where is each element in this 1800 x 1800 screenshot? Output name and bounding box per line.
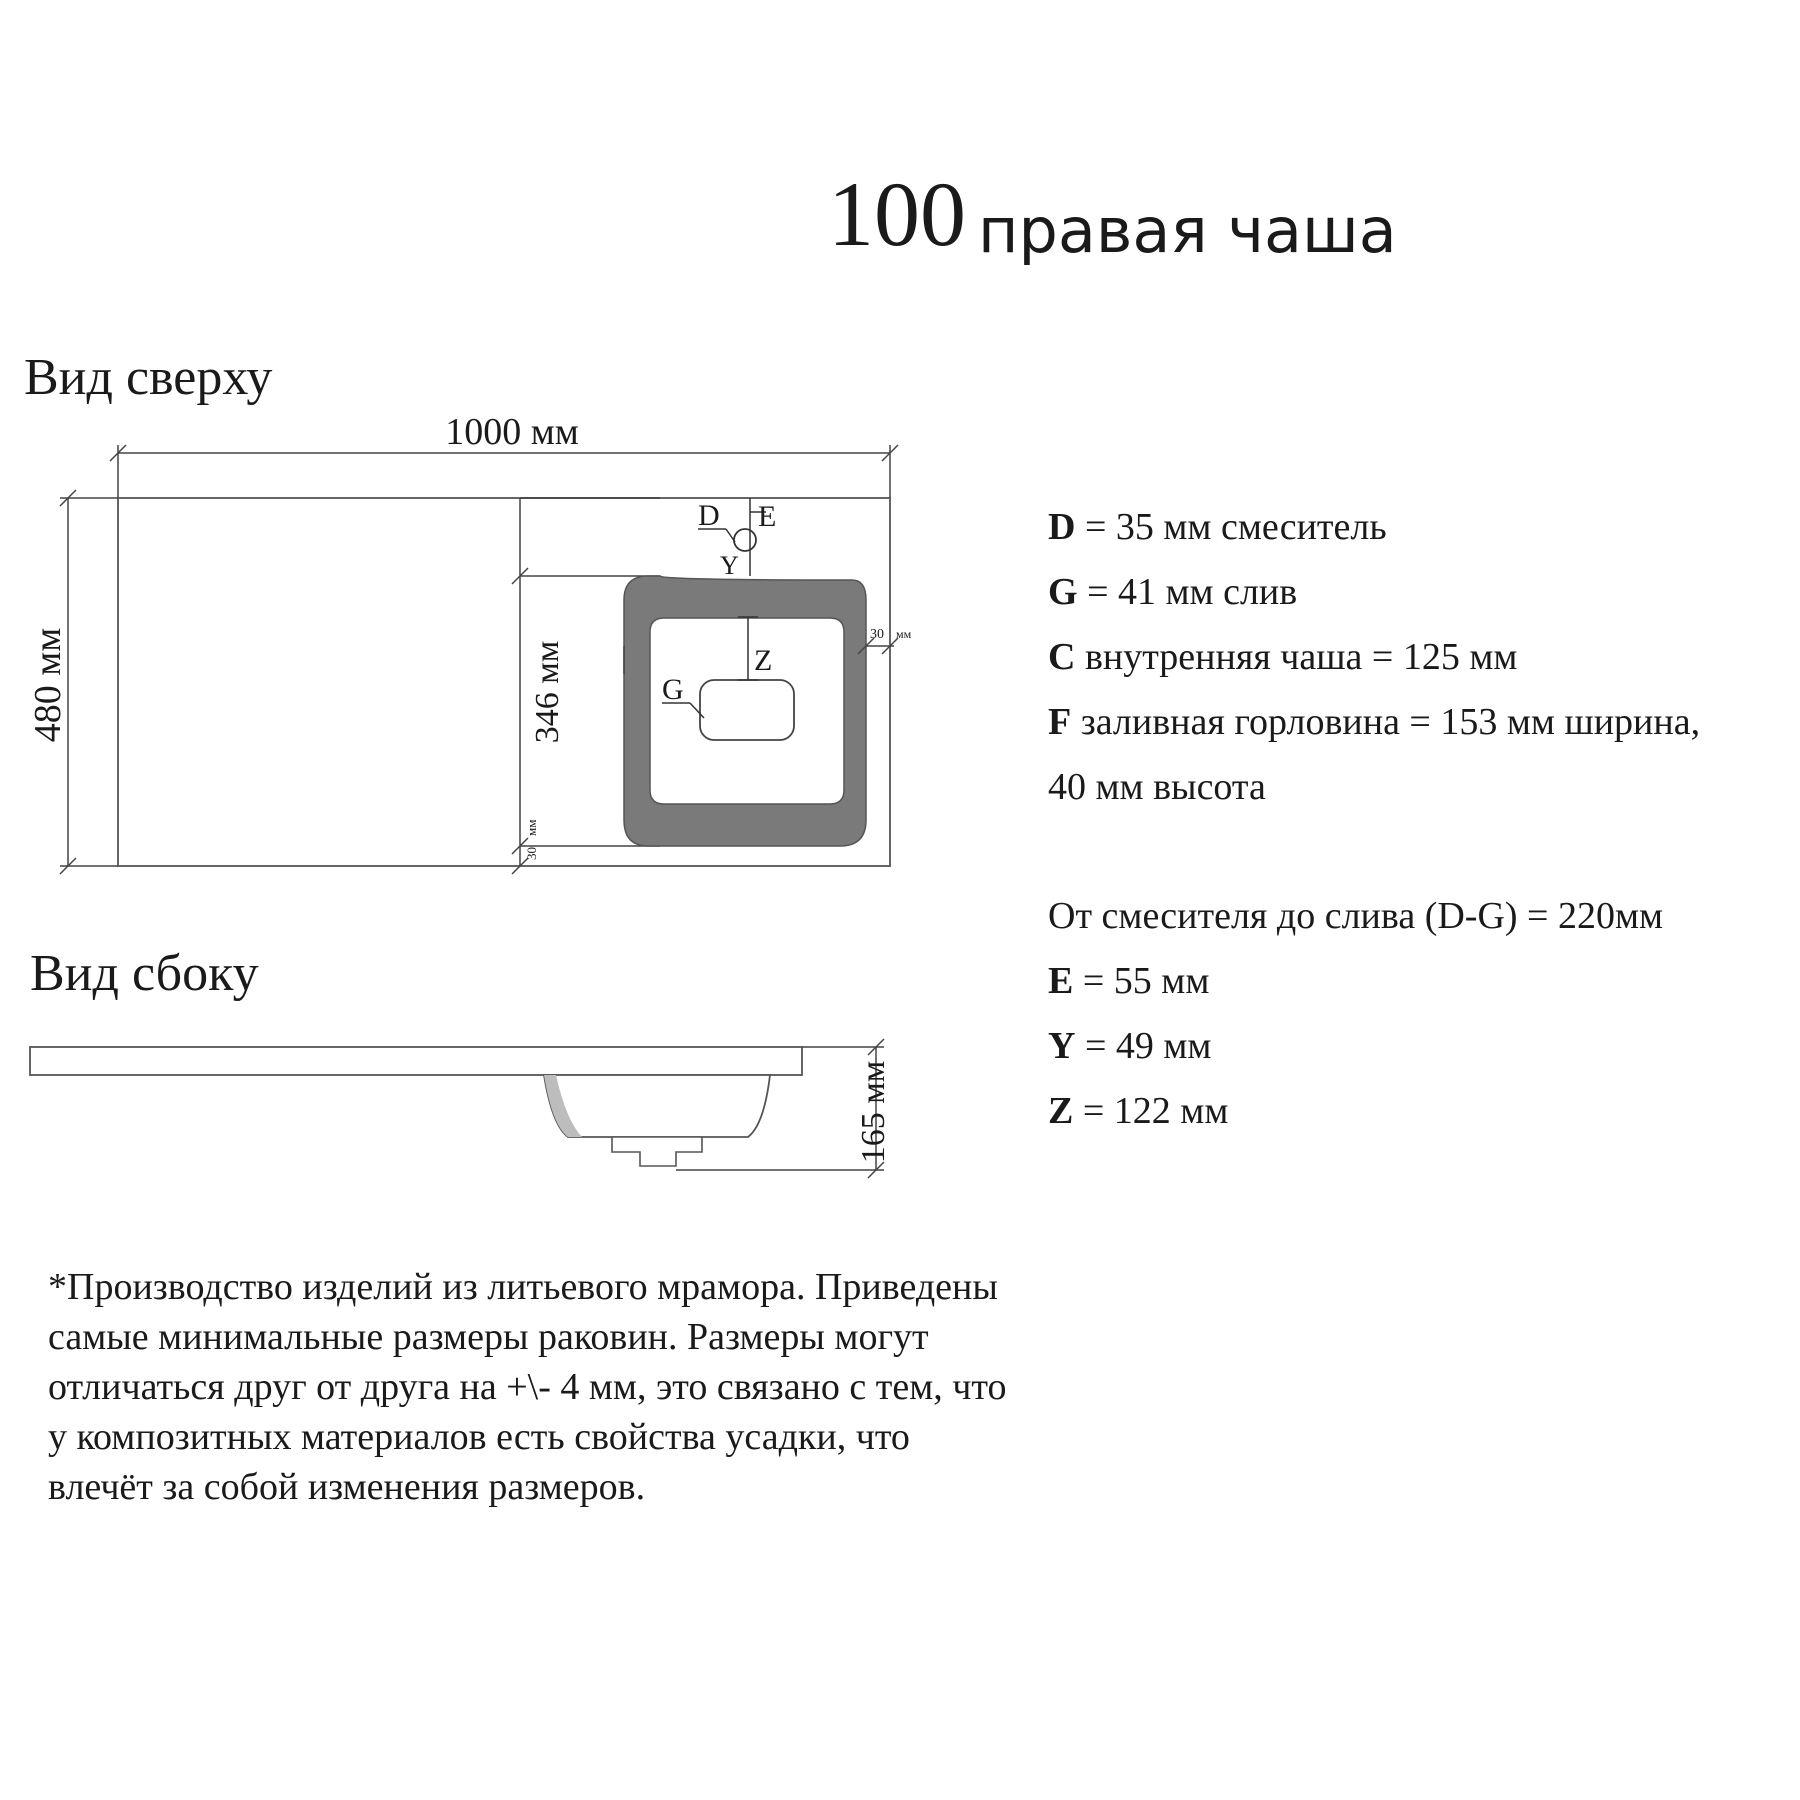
- margin-bottom-value: 30: [524, 847, 539, 860]
- spec-y-text: = 49 мм: [1084, 1025, 1212, 1067]
- countertop-side-outline: [30, 1047, 802, 1075]
- height-label: 165 мм: [855, 1060, 892, 1164]
- bowl-side-profile: [544, 1075, 770, 1137]
- spec-y-key: Y: [1048, 1025, 1076, 1067]
- footnote-line: отличаться друг от друга на +\- 4 мм, это связано с тем, что: [48, 1366, 1007, 1408]
- side-view-heading: Вид сбоку: [30, 945, 259, 1002]
- footnote-line: самые минимальные размеры раковин. Размеры могут: [48, 1316, 929, 1358]
- bowl-length-label: 346 мм: [529, 640, 566, 744]
- footnote-line: влечёт за собой изменения размеров.: [48, 1466, 646, 1508]
- spec-g: [1048, 573, 1297, 611]
- spec-g-text: = 41 мм слив: [1087, 571, 1298, 613]
- spec-f-key: F: [1048, 701, 1072, 743]
- width-label: 1000 мм: [445, 411, 579, 453]
- spec-f: [1048, 703, 1700, 741]
- spec-f-text: заливная горловина = 153 мм ширина,: [1080, 701, 1701, 743]
- drain-side-profile: [612, 1137, 702, 1166]
- spec-f-cont-text: 40 мм высота: [1048, 766, 1266, 808]
- spec-z: [1048, 1092, 1228, 1130]
- margin-right-unit: мм: [896, 627, 912, 641]
- title-text: правая чаша: [978, 194, 1397, 267]
- title-number: 100: [828, 163, 966, 265]
- spec-c-text: внутренняя чаша = 125 мм: [1084, 636, 1518, 678]
- marker-y: Y: [720, 551, 739, 580]
- spec-e-key: E: [1048, 960, 1074, 1002]
- marker-e: E: [758, 500, 777, 533]
- footnote-line: у композитных материалов есть свойства усадки, что: [48, 1416, 910, 1458]
- spec-e-text: = 55 мм: [1082, 960, 1210, 1002]
- margin-bottom-unit: мм: [524, 819, 539, 836]
- top-view-heading: Вид сверху: [24, 349, 273, 406]
- spec-d-text: = 35 мм смеситель: [1084, 506, 1387, 548]
- marker-z: Z: [754, 644, 773, 677]
- spec-z-key: Z: [1048, 1090, 1074, 1132]
- margin-right-value: 30: [870, 627, 884, 642]
- spec-y: [1048, 1027, 1211, 1065]
- spec-c-key: C: [1048, 636, 1076, 678]
- spec-dg: [1048, 897, 1663, 935]
- spec-d: [1048, 508, 1387, 546]
- spec-e: [1048, 962, 1209, 1000]
- depth-label: 480 мм: [27, 627, 69, 743]
- spec-dg-text: От смесителя до слива (D-G) = 220мм: [1048, 895, 1664, 937]
- spec-c: [1048, 638, 1517, 676]
- spec-f-cont: [1048, 768, 1266, 806]
- spec-d-key: D: [1048, 506, 1076, 548]
- drain-slot: [700, 680, 794, 740]
- marker-d: D: [698, 499, 720, 532]
- spec-g-key: G: [1048, 571, 1078, 613]
- marker-g: G: [662, 673, 684, 706]
- footnote: [48, 1262, 1128, 1512]
- spec-z-text: = 122 мм: [1082, 1090, 1229, 1132]
- mixer-hole: [734, 529, 756, 551]
- footnote-line: *Производство изделий из литьевого мрамора. Приведены: [48, 1266, 998, 1308]
